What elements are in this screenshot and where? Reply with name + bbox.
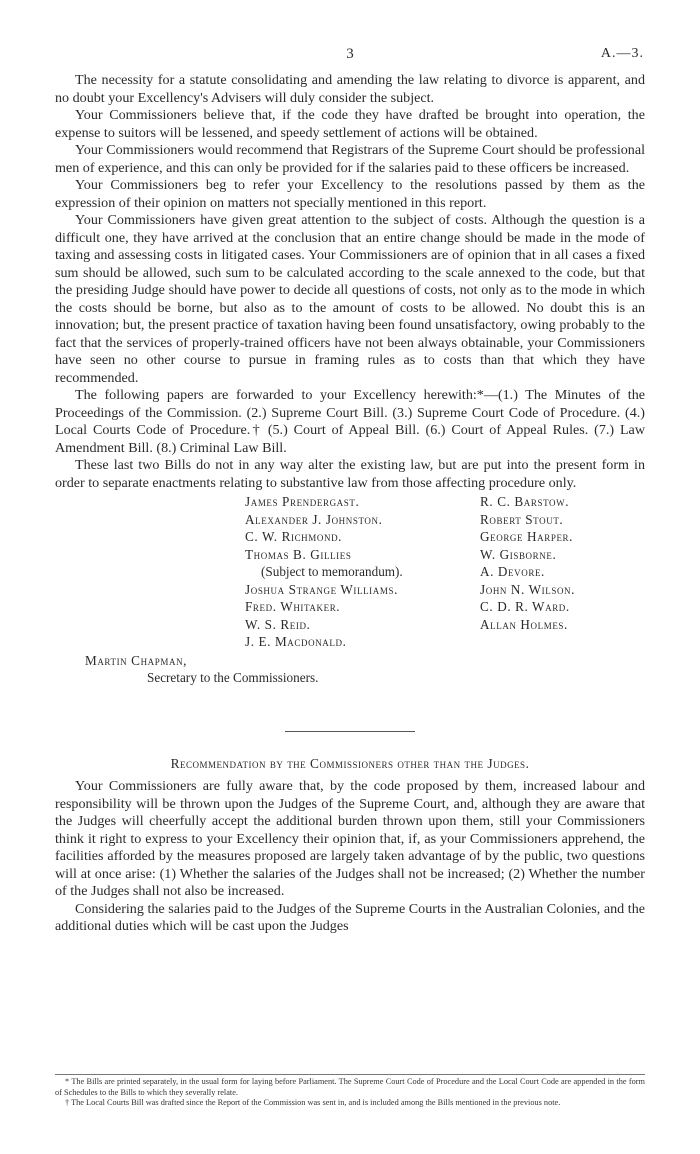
signature-note: (Subject to memorandum).: [261, 564, 403, 579]
signature-right: W. Gisborne.: [480, 546, 557, 562]
paragraph-divorce: The necessity for a statute consolidating and amending the law relating to divorce is apparent, and no doubt your Excellency's Advisers will duly consider the subject.: [55, 72, 645, 106]
signatures-block: [55, 493, 645, 703]
signature-left: Joshua Strange Williams.: [245, 581, 398, 597]
signature-right: A. Devore.: [480, 564, 545, 579]
signature-right: Allan Holmes.: [480, 616, 568, 632]
signatures-right-column: [480, 493, 575, 633]
signatures-left-column: [245, 493, 403, 651]
recommendation-paragraph: Your Commissioners are fully aware that, by the code proposed by them, increased labour and responsibility will be thrown upon the Judges of the Supreme Court, and, although they are aware that the Judges will cheerfully accept the additional burden thrown upon them, still your Commissioners think it right to express to your Excellency their opinion that, if, as your Commissioners apprehend, the facilities afforded by the measures proposed are largely taken advantage of by the public, two questions will at once arise: (1) Whether the salaries of the Judges shall not be increased; (2) Whether the number of the Judges shall not also be increased.: [55, 778, 645, 899]
paragraph-last-two-bills: These last two Bills do not in any way alter the existing law, but are put into the present form in order to separate enactments relating to substantive law from those affecting procedure only.: [55, 457, 645, 491]
paragraph-resolutions: Your Commissioners beg to refer your Excellency to the resolutions passed by them as the expression of their opinion on matters not specially mentioned in this report.: [55, 177, 645, 211]
signature-left: W. S. Reid.: [245, 616, 311, 632]
signature-left: Fred. Whitaker.: [245, 599, 341, 614]
paragraph-papers-forwarded: The following papers are forwarded to your Excellency herewith:*—(1.) The Minutes of the Proceedings of the Commission. (2.) Supreme Court Bill. (3.) Supreme Court Code of Procedure. (4.) Local Courts Code of Procedure.† (5.) Court of Appeal Bill. (6.) Court of Appeal Rules. (7.) Law Amendment Bill. (8.) Criminal Law Bill.: [55, 387, 645, 456]
footnote-bills-printed: * The Bills are printed separately, in the usual form for laying before Parliament. The Supreme Court Code of Procedure and the Local Court Code are appended in the form of Schedules to the Bills to which they severally relate.: [55, 1077, 645, 1097]
section-divider: [285, 731, 415, 732]
secretary-name: Martin Chapman,: [85, 653, 188, 668]
secretary-title: Secretary to the Commissioners.: [147, 670, 319, 685]
signature-right: R. C. Barstow.: [480, 494, 570, 509]
signature-right: Robert Stout.: [480, 511, 564, 527]
signature-right: John N. Wilson.: [480, 581, 576, 597]
signature-right: C. D. R. Ward.: [480, 599, 570, 614]
recommendation-paragraph-continued: Considering the salaries paid to the Judges of the Supreme Courts in the Australian Colonies, and the additional duties which will be cast upon the Judges: [55, 900, 645, 934]
document-reference: A.—3.: [600, 46, 644, 61]
signature-right: George Harper.: [480, 529, 574, 544]
paragraph-code-expense: Your Commissioners believe that, if the code they have drafted be brought into operation, the expense to suitors will be lessened, and speedy settlement of actions will be obtained.: [55, 107, 645, 141]
report-body: [55, 72, 645, 936]
footnote-divider: [55, 1074, 645, 1075]
recommendation-heading: Recommendation by the Commissioners other than the Judges.: [170, 756, 530, 771]
signature-left: J. E. Macdonald.: [245, 634, 347, 649]
footnote-local-courts-bill: † The Local Courts Bill was drafted since the Report of the Commission was sent in, and is included among the Bills mentioned in the previous note.: [65, 1098, 561, 1107]
page-number: 3: [346, 46, 354, 62]
signature-left: C. W. Richmond.: [245, 529, 343, 544]
paragraph-registrars: Your Commissioners would recommend that Registrars of the Supreme Court should be professional men of experience, and this can only be provided for if the salaries paid to these officers be increased.: [55, 142, 645, 176]
signature-left: Thomas B. Gillies: [245, 546, 352, 562]
paragraph-costs: Your Commissioners have given great attention to the subject of costs. Although the question is a difficult one, they have arrived at the conclusion that an entire change should be made in the mode of taxing and assessing costs in litigated cases. Your Commissioners are of opinion that in all cases a fixed sum should be allowed, such sum to be calculated according to the scale annexed to the code, but that the presiding Judge should have power to decide all questions of costs, not only as to the mode in which the costs should be borne, but also as to the amount of costs to be allowed. No doubt this is an innovation; but, the present practice of taxation having been found unsatisfactory, owing probably to the fact that the services of properly-trained officers have not been always obtainable, your Commissioners have seen no other course to pursue in framing rules as to costs than that which they have recommended.: [55, 212, 645, 386]
signature-left: Alexander J. Johnston.: [245, 511, 383, 527]
signature-left: James Prendergast.: [245, 494, 360, 509]
footnotes: [55, 1077, 645, 1109]
